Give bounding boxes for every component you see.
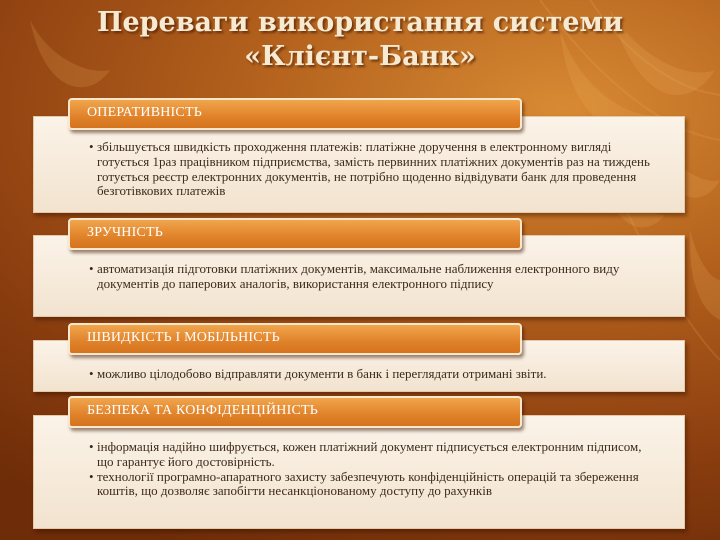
operativeness-text: збільшується швидкість проходження платежів: платіжне доручення в електронному вигляді готується 1раз працівником підприємства, замість первинних платіжних документів раз на тиждень готується реєстр електронних документів, не потрібно щоденно відвідувати банк для проведення безготівкових платежів (97, 139, 650, 199)
speed-mobility-text: можливо цілодобово відправляти документи в банк і переглядати отримані звіти. (97, 366, 547, 381)
bullet-marker: • (89, 439, 94, 454)
bullet-marker: • (89, 366, 94, 381)
security-text-1: інформація надійно шифрується, кожен платіжний документ підписується електронним підписом, що гарантує його достовірність. (97, 439, 642, 469)
security-text-2: технології програмно-апаратного захисту забезпечують конфіденційність операцій та збереження коштів, що дозволяє запобігти несанкціонованому доступу до рахунків (97, 468, 639, 499)
slide-title-line-1: Переваги використання системи (97, 7, 623, 38)
bullet-marker: • (89, 139, 94, 154)
operativeness-heading: ОПЕРАТИВНІСТЬ (68, 98, 522, 130)
security-heading: БЕЗПЕКА ТА КОНФІДЕНЦІЙНІСТЬ (68, 396, 522, 428)
bullet-marker: • (89, 261, 94, 276)
security-panel (33, 415, 685, 529)
slide-title (0, 6, 720, 74)
convenience-text: автоматизація підготовки платіжних документів, максимальне наближення електронного виду документів до паперових аналогів, використання електронного підпису (97, 261, 620, 291)
slide-title-line-2: «Клієнт-Банк» (244, 41, 476, 72)
operativeness-panel (33, 116, 685, 213)
convenience-heading: ЗРУЧНІСТЬ (68, 218, 522, 250)
bullet-marker: • (89, 468, 94, 484)
security-bullet-2 (34, 470, 684, 500)
speed-mobility-heading: ШВИДКІСТЬ І МОБІЛЬНІСТЬ (68, 323, 522, 355)
